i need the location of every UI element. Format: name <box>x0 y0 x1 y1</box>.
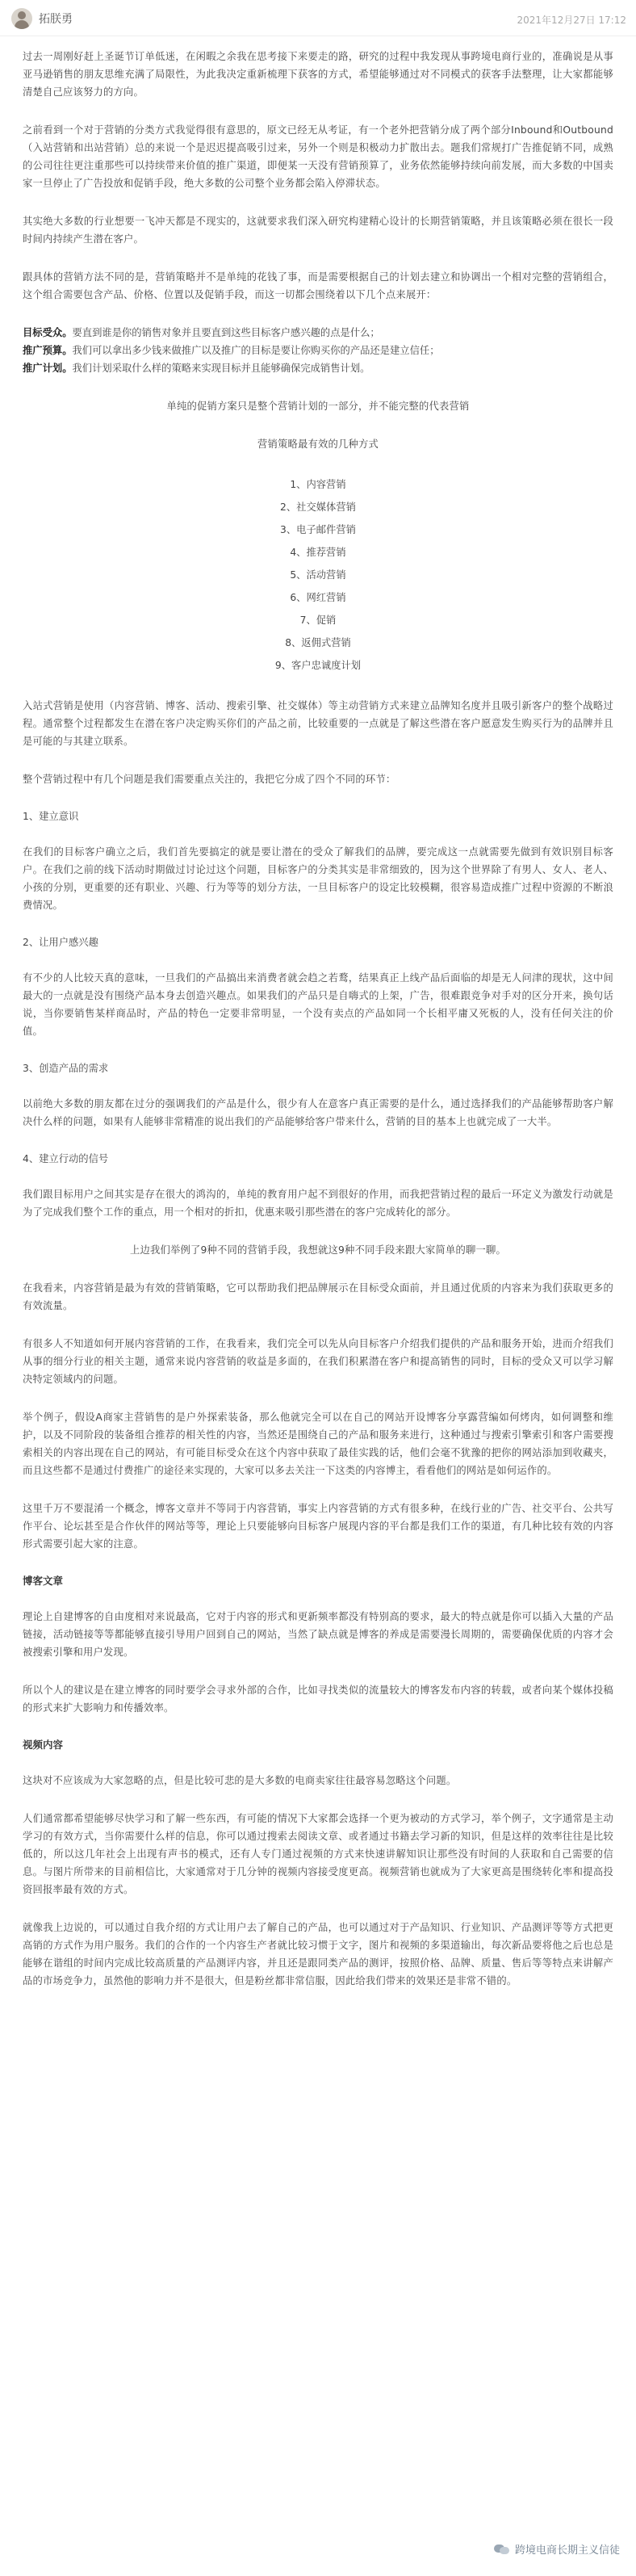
goal-label: 目标受众。 <box>23 327 73 338</box>
goal-label: 推广计划。 <box>23 363 73 374</box>
paragraph: 其实绝大多数的行业想要一飞冲天都是不现实的，这就要求我们深入研究构建精心设计的长期营销策略，并且该策略必须在很长一段时间内持续产生潜在客户。 <box>23 216 613 245</box>
method-item: 3、电子邮件营销 <box>280 524 356 535</box>
watermark-text: 跨境电商长期主义信徒 <box>514 2545 620 2557</box>
article-header <box>0 0 636 36</box>
paragraph: 所以个人的建议是在建立博客的同时要学会寻求外部的合作，比如寻找类似的流量较大的博客发布内容的转载，或者向某个媒体投稿的形式来扩大影响力和传播效率。 <box>23 1684 613 1714</box>
goal-item <box>23 342 613 359</box>
paragraph: 人们通常都希望能够尽快学习和了解一些东西，有可能的情况下大家都会选择一个更为被动的方式学习，举个例子，文字通常是主动学习的有效方式，当你需要什么样的信息，你可以通过搜索去阅读文章、或者通过书籍去学习新的知识，但是这样的效率往往是比较低的，所以这几年社会上出现有声书的模式，还有人专门通过视频的方式来快速讲解知识让那些没有时间的人获取和自己需要的信息。与图片所带来的目前相信比，大家通常对于几分钟的视频内容接受度更高。视频营销也就成为了大家更高是围绕转化率和提高投资回报率最有效的方式。 <box>23 1813 613 1895</box>
paragraph: 过去一周刚好赶上圣诞节订单低迷，在闲暇之余我在思考接下来要走的路，研究的过程中我发现从事跨境电商行业的，准确说是从事亚马逊销售的朋友思维充满了局限性，为此我决定重新梳理下获客的方式，希望能够通过对不同模式的获客手法整理，让大家都能够清楚自己应该努力的方向。 <box>23 51 613 98</box>
paragraph: 这里千万不要混淆一个概念，博客文章并不等同于内容营销，事实上内容营销的方式有很多种，在线行业的广告、社交平台、公共写作平台、论坛甚至是合作伙伴的网站等等，理论上只要能够向目标客户展现内容的平台都是我们工作的渠道，有几种比较有效的内容形式需要引起大家的注意。 <box>23 1503 613 1550</box>
goal-text: 我们计划采取什么样的策略来实现目标并且能够确保完成销售计划。 <box>72 363 370 374</box>
paragraph: 在我们的目标客户确立之后，我们首先要搞定的就是要让潜在的受众了解我们的品牌，要完成这一点就需要先做到有效识别目标客户。在我们之前的线下活动时期做过讨论过这个问题，目标客户的分类其实是非常细致的，因为这个世界除了有男人、女人、老人、小孩的分别，更重要的还有职业、兴趣、行为等等的划分方法，一旦目标客户的设定比较模糊，很容易造成推广过程中资源的不断浪费情况。 <box>23 846 613 911</box>
goal-text: 我们可以拿出多少钱来做推广以及推广的目标是要让你购买你的产品还是建立信任； <box>72 345 440 356</box>
paragraph: 之前看到一个对于营销的分类方式我觉得很有意思的，原文已经无从考证，有一个老外把营销分成了两个部分Inbound和Outbound（入站营销和出站营销）总的来说一个是迟迟提高吸引过来，另外一个则是积极动力扩散出去。题我们常规打广告推促销不同，成熟的公司往往更注重那些可以持续带来价值的推广渠道，即便某一天没有营销预算了，业务依然能够持续向前发展，而大多数的中国卖家一旦停止了广告投放和促销手段，绝大多数的公司整个业务都会陷入停滞状态。 <box>23 124 613 189</box>
method-item: 6、网红营销 <box>290 592 346 603</box>
avatar[interactable] <box>11 8 32 29</box>
article-body <box>0 36 636 1990</box>
paragraph: 有很多人不知道如何开展内容营销的工作，在我看来，我们完全可以先从向目标客户介绍我们提供的产品和服务开始，进而介绍我们从事的细分行业的相关主题，通常来说内容营销的收益是多面的，在我们积累潜在客户和提高销售的同时，目标的受众又可以学习解决特定领域内的问题。 <box>23 1338 613 1385</box>
step-heading: 3、创造产品的需求 <box>23 1063 109 1074</box>
paragraph: 入站式营销是使用（内容营销、博客、活动、搜索引擎、社交媒体）等主动营销方式来建立品牌知名度并且吸引新客户的整个战略过程。通常整个过程都发生在潜在客户决定购买你们的产品之前，比较重要的一点就是了解这些潜在客户愿意发生购买行为的品牌并且是可能的与其建立联系。 <box>23 700 613 747</box>
paragraph: 单纯的促销方案只是整个营销计划的一部分，并不能完整的代表营销 <box>166 401 470 412</box>
method-item: 5、活动营销 <box>290 569 346 581</box>
wechat-icon <box>494 2543 510 2556</box>
method-item: 2、社交媒体营销 <box>280 501 356 513</box>
method-item: 1、内容营销 <box>290 479 346 490</box>
step-heading: 2、让用户感兴趣 <box>23 937 98 948</box>
method-item: 7、促销 <box>299 615 337 626</box>
paragraph: 就像我上边说的，可以通过自我介绍的方式让用户去了解自己的产品，也可以通过对于产品知识、行业知识、产品测评等等方式把更高销的方式作为用户服务。我们的合作的一个内容生产者就比较习惯于文字，图片和视频的多渠道输出，每次新品要将他之后也总是能够在谐组的时间内完成比较高质量的产品测评内容，并且还是跟同类产品的测评，按照价格、品牌、质量、售后等等特点来讲解产品的市场竞争力，虽然他的影响力并不是很大，但是粉丝都非常信服，因此给我们带来的效果还是非常不错的。 <box>23 1922 613 1987</box>
paragraph: 整个营销过程中有几个问题是我们需要重点关注的，我把它分成了四个不同的环节： <box>23 774 396 785</box>
author-name[interactable]: 拓朕勇 <box>39 13 73 26</box>
paragraph: 上边我们举例了9种不同的营销手段，我想就这9种不同手段来跟大家简单的聊一聊。 <box>130 1244 506 1256</box>
post-timestamp: 2021年12月27日 17:12 <box>517 15 626 26</box>
goal-item <box>23 324 613 342</box>
paragraph: 有不少的人比较天真的意味，一旦我们的产品搞出来消费者就会趋之若鹜，结果真正上线产品后面临的却是无人问津的现状，这中间最大的一点就是没有围绕产品本身去创造兴趣点。如果我们的产品只是自嗨式的上架，广告，很难跟竞争对手对的区分开来，换句话说，当你要销售某样商品时，产品的特色一定要非常明显，一个没有卖点的产品如同一个长相平庸又死板的人，没有任何关注的价值。 <box>23 972 613 1037</box>
subsection-heading: 博客文章 <box>23 1575 64 1587</box>
goal-text: 要直到谁是你的销售对象并且要直到这些目标客户感兴趣的点是什么； <box>72 327 380 338</box>
subsection-heading: 视频内容 <box>23 1739 64 1751</box>
goal-item <box>23 359 613 377</box>
watermark <box>494 2541 620 2557</box>
paragraph: 跟具体的营销方法不同的是，营销策略并不是单纯的花钱了事，而是需要根据自己的计划去建立和协调出一个相对完整的营销组合，这个组合需要包含产品、价格、位置以及促销手段，而这一切都会围绕着以下几个点来展开： <box>23 271 613 300</box>
paragraph: 以前绝大多数的朋友都在过分的强调我们的产品是什么，很少有人在意客户真正需要的是什么，通过选择我们的产品能够帮助客户解决什么样的问题，如果有人能够非常精准的说出我们的产品能够给客户带来什么，营销的目的基本上也就完成了一大半。 <box>23 1098 613 1127</box>
method-item: 8、返佣式营销 <box>285 637 351 648</box>
section-title: 营销策略最有效的几种方式 <box>257 438 379 450</box>
step-heading: 4、建立行动的信号 <box>23 1153 109 1164</box>
goal-list <box>23 324 613 377</box>
paragraph: 在我看来，内容营销是最为有效的营销策略，它可以帮助我们把品牌展示在目标受众面前，并且通过优质的内容来为我们获取更多的有效流量。 <box>23 1282 613 1311</box>
methods-list <box>23 473 613 677</box>
method-item: 9、客户忠诚度计划 <box>274 660 362 671</box>
goal-label: 推广预算。 <box>23 345 73 356</box>
step-heading: 1、建立意识 <box>23 811 79 822</box>
paragraph: 我们跟目标用户之间其实是存在很大的鸿沟的，单纯的教育用户起不到很好的作用，而我把营销过程的最后一环定义为激发行动就是为了完成我们整个工作的重点，用一个相对的折扣，优惠来吸引那些潜在的客户完成转化的部分。 <box>23 1189 613 1218</box>
paragraph: 这块对不应该成为大家忽略的点，但是比较可悲的是大多数的电商卖家往往最容易忽略这个问题。 <box>23 1775 457 1786</box>
paragraph: 举个例子，假设A商家主营销售的是户外探索装备，那么他就完全可以在自己的网站开设博客分享露营编如何烤肉，如何调整和维护，以及不同阶段的装备组合推荐的相关性的内容，当然还是围绕自己的产品和服务来进行，这种通过与搜索引擎索引和客户需要搜索相关的内容出现在自己的网站，有可能目标受众在这个内容中获取了最佳实践的话，他们会毫不犹豫的把你的网站添加到收藏夹，而且这些都不是通过付费推广的途径来实现的，大家可以多去关注一下这类的内容博主，看看他们的网站是如何运作的。 <box>23 1412 613 1476</box>
method-item: 4、推荐营销 <box>290 547 346 558</box>
paragraph: 理论上自建博客的自由度相对来说最高，它对于内容的形式和更新频率都没有特别高的要求，最大的特点就是你可以插入大量的产品链接，活动链接等等都能够直接引导用户回到自己的网站，当然了缺点就是博客的养成是需要漫长周期的，需要确保优质的内容才会被搜索引擎和用户发现。 <box>23 1611 613 1658</box>
